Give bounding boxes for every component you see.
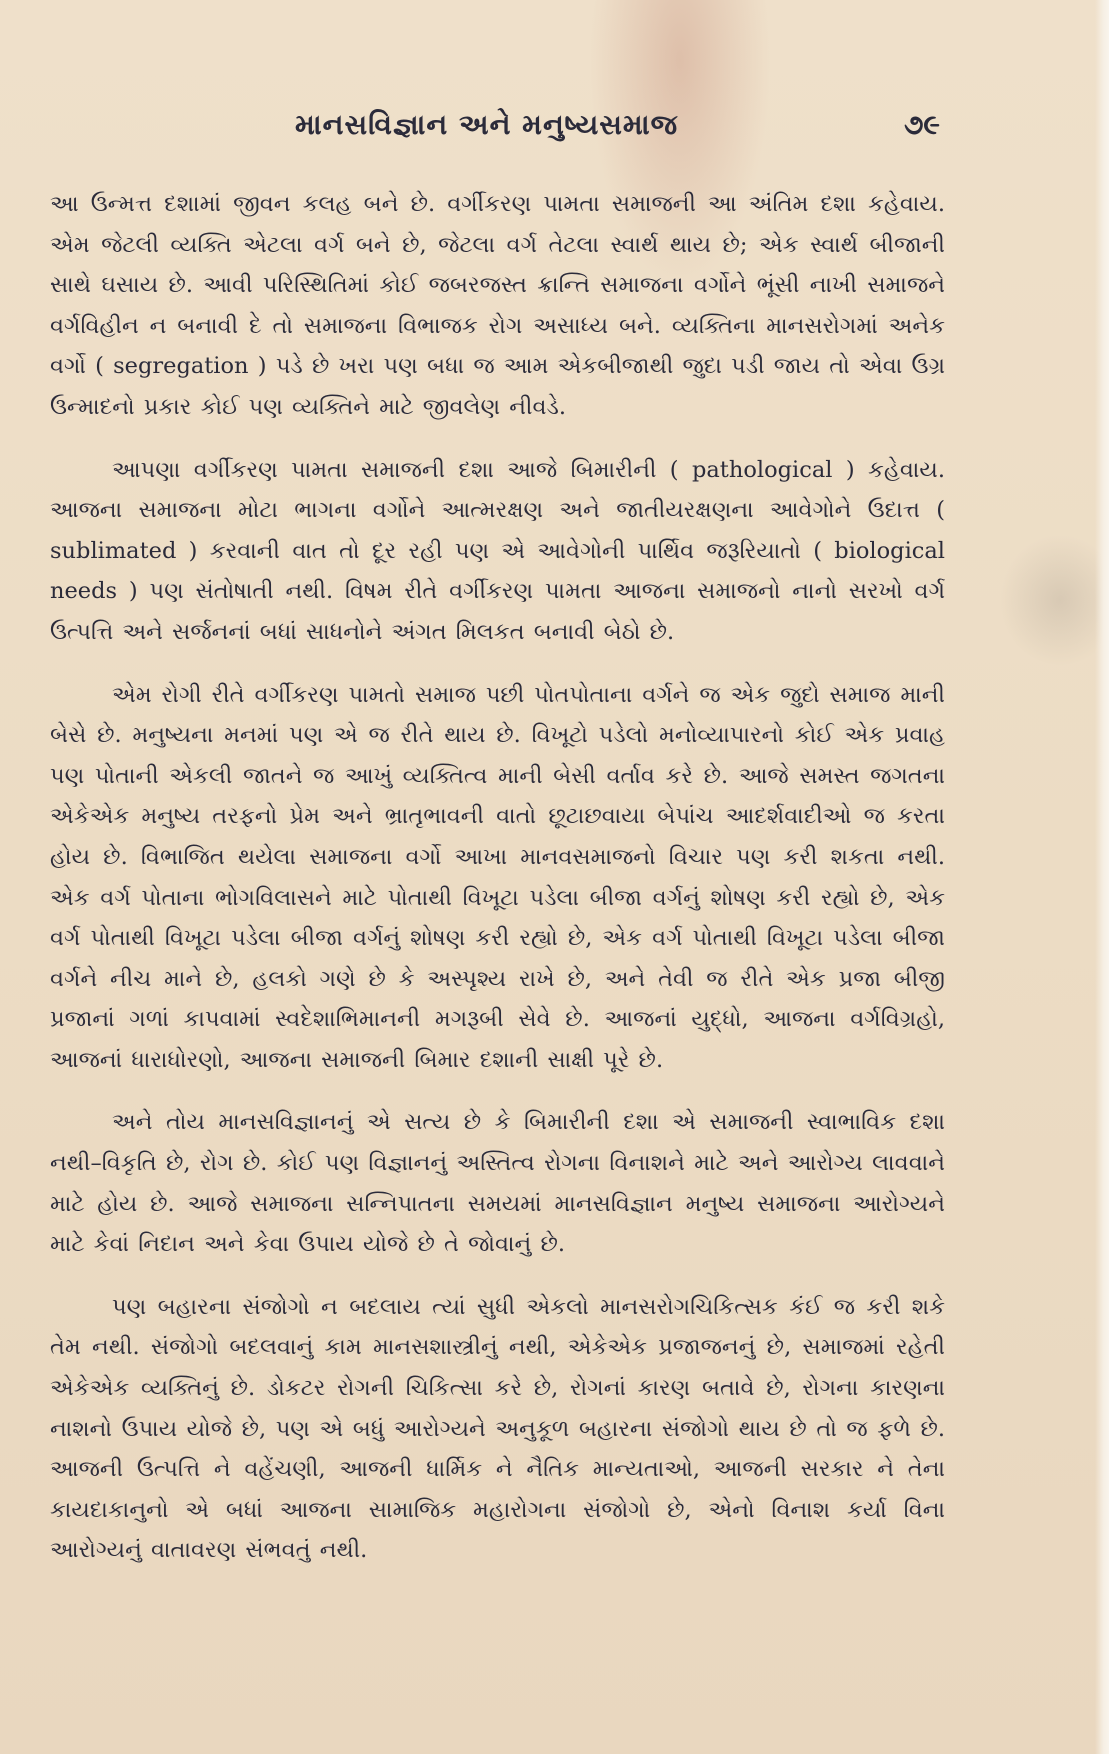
paragraph-3: એમ રોગી રીતે વર્ગીકરણ પામતો સમાજ પછી પોતપોતાના વર્ગને જ એક જુદો સમાજ માની બેસે છે. મનુષ્યના મનમાં પણ એ જ રીતે થાય છે. વિખૂટો પડેલો મનોવ્યાપારનો કોઈ એક પ્રવાહ પણ પોતાની એકલી જાતને જ આખું વ્યક્તિત્વ માની બેસી વર્તાવ કરે છે. આજે સમસ્ત જગતના એકેએક મનુષ્ય તરફનો પ્રેમ અને ભ્રાતૃભાવની વાતો છૂટાછવાયા બેપાંચ આદર્શવાદીઓ જ કરતા હોય છે. વિભાજિત થયેલા સમાજના વર્ગો આખા માનવસમાજનો વિચાર પણ કરી શકતા નથી. એક વર્ગ પોતાના ભોગવિલાસને માટે પોતાથી વિખૂટા પડેલા બીજા વર્ગનું શોષણ કરી રહ્યો છે, એક વર્ગ પોતાથી વિખૂટા પડેલા બીજા વર્ગનું શોષણ કરી રહ્યો છે, એક વર્ગ પોતાથી વિખૂટા પડેલા બીજા વર્ગને નીચ માને છે, હલકો ગણે છે કે અસ્પૃશ્ય રાખે છે, અને તેવી જ રીતે એક પ્રજા બીજી પ્રજાનાં ગળાં કાપવામાં સ્વદેશાભિમાનની મગરૂબી સેવે છે. આજનાં યુદ્ધો, આજના વર્ગવિગ્રહો, આજનાં ધારાધોરણો, આજના સમાજની બિમાર દશાની સાક્ષી પૂરે છે. <box>50 681 945 1073</box>
page-number: ૭૯ <box>903 108 940 141</box>
running-head <box>50 108 940 152</box>
running-title: માનસવિજ્ઞાન અને મનુષ્યસમાજ <box>295 108 679 141</box>
page-edge <box>1095 0 1109 1754</box>
paragraph-2: આપણા વર્ગીકરણ પામતા સમાજની દશા આજે બિમારીની ( pathological ) કહેવાય. આજના સમાજના મોટા ભાગના વર્ગોને આત્મરક્ષણ અને જાતીયરક્ષણના આવેગોને ઉદાત્ત ( sublimated ) કરવાની વાત તો દૂર રહી પણ એ આવેગોની પાર્થિવ જરૂરિયાતો ( biological needs ) પણ સંતોષાતી નથી. વિષમ રીતે વર્ગીકરણ પામતા આજના સમાજનો નાનો સરખો વર્ગ ઉત્પત્તિ અને સર્જનનાં બધાં સાધનોને અંગત મિલકત બનાવી બેઠો છે. <box>50 456 945 645</box>
body-text <box>50 184 945 1593</box>
paragraph-1: આ ઉન્મત્ત દશામાં જીવન કલહ બને છે. વર્ગીકરણ પામતા સમાજની આ અંતિમ દશા કહેવાય. એમ જેટલી વ્યક્તિ એટલા વર્ગ બને છે, જેટલા વર્ગ તેટલા સ્વાર્થ થાય છે; એક સ્વાર્થ બીજાની સાથે ઘસાય છે. આવી પરિસ્થિતિમાં કોઈ જબરજસ્ત ક્રાન્તિ સમાજના વર્ગોને ભૂંસી નાખી સમાજને વર્ગવિહીન ન બનાવી દે તો સમાજના વિભાજક રોગ અસાધ્ય બને. વ્યક્તિના માનસરોગમાં અનેક વર્ગો ( segregation ) પડે છે ખરા પણ બધા જ આમ એકબીજાથી જુદા પડી જાય તો એવા ઉગ્ર ઉન્માદનો પ્રકાર કોઈ પણ વ્યક્તિને માટે જીવલેણ નીવડે. <box>50 191 945 420</box>
paragraph-5: પણ બહારના સંજોગો ન બદલાય ત્યાં સુધી એકલો માનસરોગચિકિત્સક કંઈ જ કરી શકે તેમ નથી. સંજોગો બદલવાનું કામ માનસશાસ્ત્રીનું નથી, એકેએક પ્રજાજનનું છે, સમાજમાં રહેતી એકેએક વ્યક્તિનું છે. ડોકટર રોગની ચિકિત્સા કરે છે, રોગનાં કારણ બતાવે છે, રોગના કારણના નાશનો ઉપાય યોજે છે, પણ એ બધું આરોગ્યને અનુકૂળ બહારના સંજોગો થાય છે તો જ ફળે છે. આજની ઉત્પત્તિ ને વહેંચણી, આજની ધાર્મિક ને નૈતિક માન્યતાઓ, આજની સરકાર ને તેના કાયદાકાનુનો એ બધાં આજના સામાજિક મહારોગના સંજોગો છે, એનો વિનાશ કર્યા વિના આરોગ્યનું વાતાવરણ સંભવતું નથી. <box>50 1293 945 1564</box>
paragraph-4: અને તોય માનસવિજ્ઞાનનું એ સત્ય છે કે બિમારીની દશા એ સમાજની સ્વાભાવિક દશા નથી–વિકૃતિ છે, રોગ છે. કોઈ પણ વિજ્ઞાનનું અસ્તિત્વ રોગના વિનાશને માટે અને આરોગ્ય લાવવાને માટે હોય છે. આજે સમાજના સન્નિપાતના સમયમાં માનસવિજ્ઞાન મનુષ્ય સમાજના આરોગ્યને માટે કેવાં નિદાન અને કેવા ઉપાય યોજે છે તે જોવાનું છે. <box>50 1109 945 1258</box>
